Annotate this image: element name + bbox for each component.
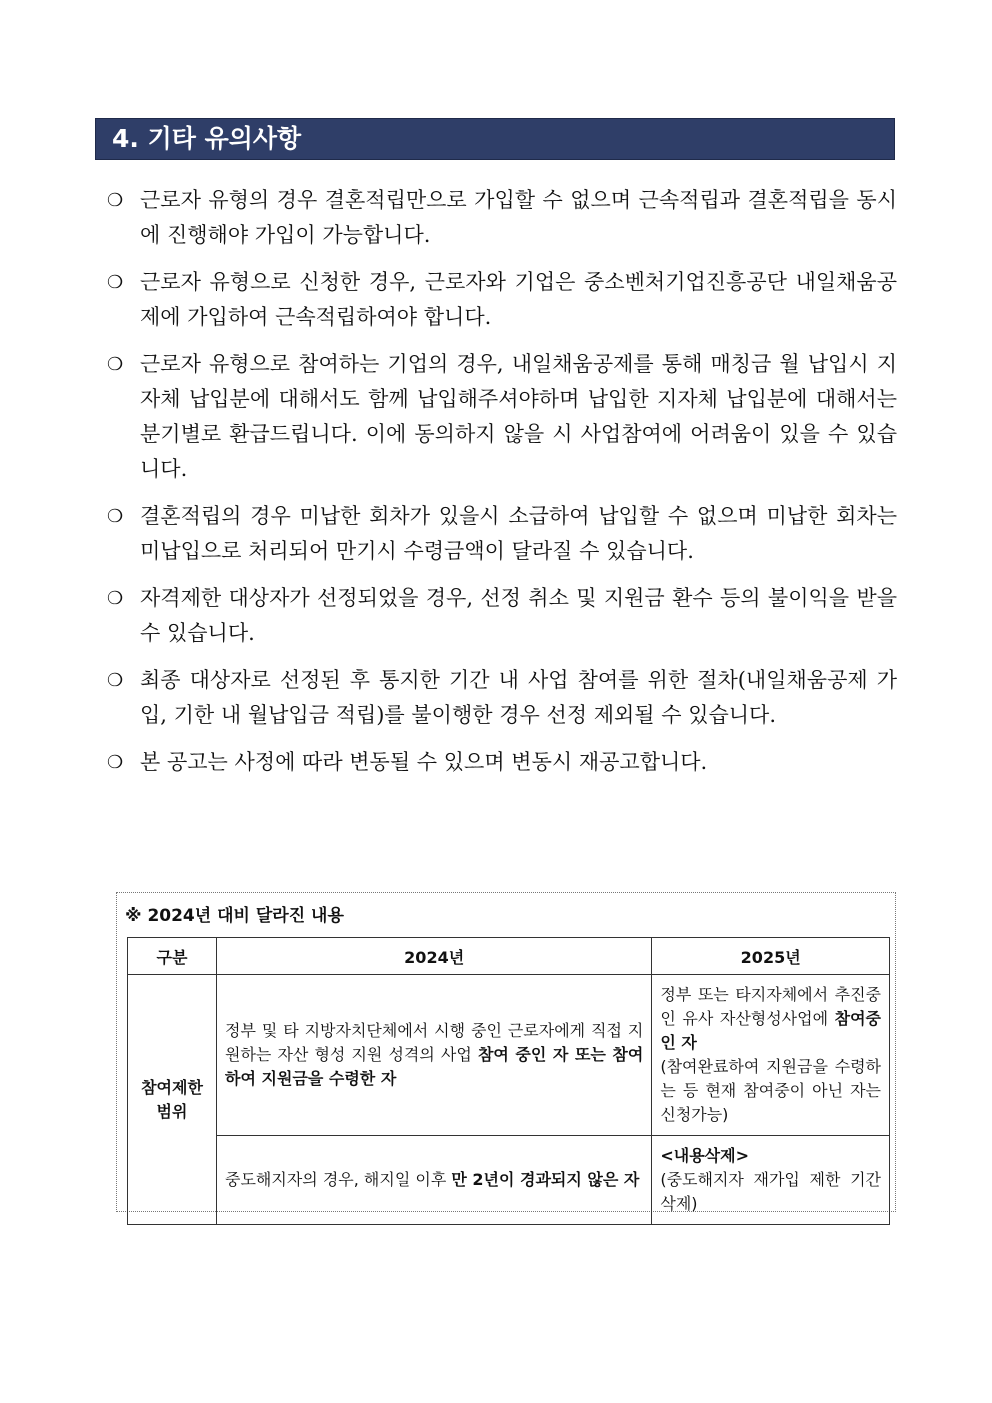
list-item: [107, 183, 897, 253]
list-item: [107, 499, 897, 569]
note-text: 자격제한 대상자가 선정되었을 경우, 선정 취소 및 지원금 환수 등의 불이익을 받을 수 있습니다.: [140, 586, 897, 645]
list-item: [107, 581, 897, 651]
cell-2025-row2: [652, 1136, 890, 1225]
circle-bullet-icon: ❍: [107, 354, 124, 375]
table-row: [128, 1136, 890, 1225]
note-text: 최종 대상자로 선정된 후 통지한 기간 내 사업 참여를 위한 절차(내일채움공제 가입, 기한 내 월납입금 적립)를 불이행한 경우 선정 제외될 수 있습니다.: [140, 668, 897, 727]
cell-text: 정부 및 타 지방자치단체에서 시행 중인 근로자에게 직접 지원하는 자산 형성 지원 성격의 사업: [225, 1021, 644, 1064]
cell-text: 정부 또는 타지자체에서 추진중인 유사 자산형성사업에: [660, 985, 881, 1028]
cell-text-bold: <내용삭제>: [660, 1146, 749, 1165]
category-cell: 참여제한 범위: [128, 975, 217, 1225]
table-header-row: [128, 938, 890, 975]
header-2025: 2025년: [652, 938, 890, 975]
changes-box: [116, 892, 896, 1212]
cell-2024-row1: [217, 975, 652, 1136]
circle-bullet-icon: ❍: [107, 588, 124, 609]
note-text: 근로자 유형으로 신청한 경우, 근로자와 기업은 중소벤처기업진흥공단 내일채움공제에 가입하여 근속적립하여야 합니다.: [140, 270, 897, 329]
notes-list: [107, 183, 897, 792]
circle-bullet-icon: ❍: [107, 670, 124, 691]
circle-bullet-icon: ❍: [107, 272, 124, 293]
note-text: 근로자 유형의 경우 결혼적립만으로 가입할 수 없으며 근속적립과 결혼적립을 동시에 진행해야 가입이 가능합니다.: [140, 188, 897, 247]
list-item: [107, 347, 897, 487]
table-row: [128, 975, 890, 1136]
circle-bullet-icon: ❍: [107, 752, 124, 773]
cell-text: (참여완료하여 지원금을 수령하는 등 현재 참여중이 아닌 자는 신청가능): [660, 1057, 881, 1124]
circle-bullet-icon: ❍: [107, 190, 124, 211]
section-title: 4. 기타 유의사항: [95, 118, 895, 160]
note-text: 근로자 유형으로 참여하는 기업의 경우, 내일채움공제를 통해 매칭금 월 납입시 지자체 납입분에 대해서도 함께 납입해주셔야하며 납입한 지자체 납입분에 대해서는 분기별로 환급드립니다. 이에 동의하지 않을 시 사업참여에 어려움이 있을 수 있습니다.: [140, 352, 897, 481]
header-category: 구분: [128, 938, 217, 975]
cell-text: (중도해지자 재가입 제한 기간 삭제): [660, 1170, 881, 1213]
circle-bullet-icon: ❍: [107, 506, 124, 527]
cell-text: 중도해지자의 경우, 해지일 이후: [225, 1170, 452, 1189]
list-item: [107, 265, 897, 335]
cell-text-bold: 참여중인 자: [660, 1009, 881, 1052]
cell-2024-row2: [217, 1136, 652, 1225]
note-text: 결혼적립의 경우 미납한 회차가 있을시 소급하여 납입할 수 없으며 미납한 회차는 미납입으로 처리되어 만기시 수령금액이 달라질 수 있습니다.: [140, 504, 897, 563]
list-item: [107, 663, 897, 733]
cell-text-bold: 참여 중인 자 또는 참여하여 지원금을 수령한 자: [225, 1045, 644, 1088]
list-item: [107, 745, 897, 780]
cell-text-bold: 만 2년이 경과되지 않은 자: [451, 1170, 640, 1189]
cell-2025-row1: [652, 975, 890, 1136]
comparison-table: [127, 937, 890, 1225]
changes-title: ※ 2024년 대비 달라진 내용: [125, 906, 344, 926]
note-text: 본 공고는 사정에 따라 변동될 수 있으며 변동시 재공고합니다.: [140, 750, 708, 774]
header-2024: 2024년: [217, 938, 652, 975]
